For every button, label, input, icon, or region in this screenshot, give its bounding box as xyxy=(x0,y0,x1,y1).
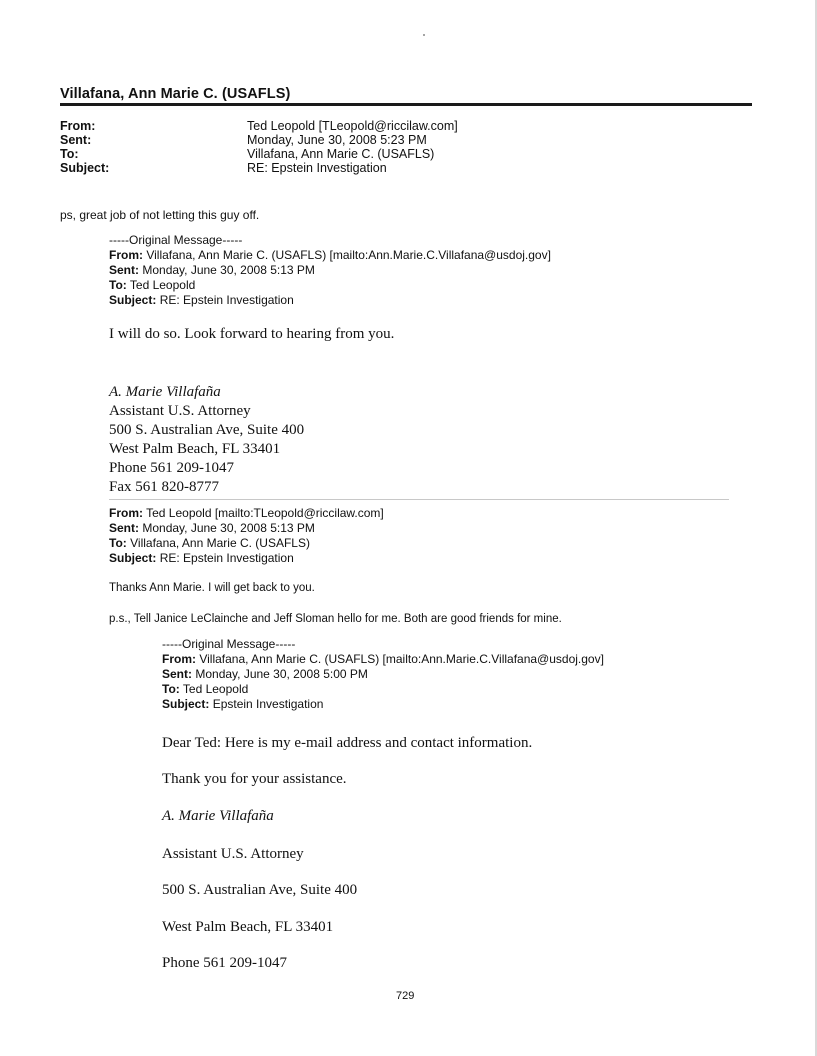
from-value: Ted Leopold [TLeopold@riccilaw.com] xyxy=(247,119,458,133)
msg1-from-label: From: xyxy=(109,248,143,262)
msg1-sent-label: Sent: xyxy=(109,263,139,277)
page-number: 729 xyxy=(396,990,415,1002)
msg1-sent-value: Monday, June 30, 2008 5:13 PM xyxy=(142,263,315,277)
reply-body: ps, great job of not letting this guy off. xyxy=(60,208,260,222)
msg1-to-label: To: xyxy=(109,278,127,292)
msg3-from-value: Villafana, Ann Marie C. (USAFLS) [mailto:Ann.Marie.C.Villafana@usdoj.gov] xyxy=(199,652,604,666)
msg2-body-2: p.s., Tell Janice LeClainche and Jeff Sloman hello for me. Both are good friends for mine. xyxy=(109,613,562,625)
msg2-subject-value: RE: Epstein Investigation xyxy=(159,551,294,565)
to-value: Villafana, Ann Marie C. (USAFLS) xyxy=(247,147,435,161)
msg3-from-label: From: xyxy=(162,652,196,666)
sent-label: Sent: xyxy=(60,133,92,147)
sent-value: Monday, June 30, 2008 5:23 PM xyxy=(247,133,427,147)
msg1-to-line xyxy=(109,278,195,292)
msg3-to-label: To: xyxy=(162,682,180,696)
msg1-subject-label: Subject: xyxy=(109,293,157,307)
msg1-subject-value: RE: Epstein Investigation xyxy=(159,293,294,307)
msg2-sent-line xyxy=(109,521,315,535)
msg1-sent-line xyxy=(109,263,315,277)
msg3-subject-label: Subject: xyxy=(162,697,210,711)
msg3-body-2: Thank you for your assistance. xyxy=(162,771,347,787)
msg3-sent-line xyxy=(162,667,368,681)
msg3-to-line xyxy=(162,682,248,696)
msg2-subject-line xyxy=(109,551,294,565)
msg3-to-value: Ted Leopold xyxy=(182,682,249,696)
msg2-body-1: Thanks Ann Marie. I will get back to you. xyxy=(109,582,315,594)
subject-value: RE: Epstein Investigation xyxy=(247,161,387,175)
msg2-from-label: From: xyxy=(109,506,143,520)
msg1-subject-line xyxy=(109,293,294,307)
mailbox-owner-title: Villafana, Ann Marie C. (USAFLS) xyxy=(60,86,291,102)
from-label: From: xyxy=(60,119,96,133)
msg2-to-label: To: xyxy=(109,536,127,550)
msg2-to-value: Villafana, Ann Marie C. (USAFLS) xyxy=(130,536,310,550)
title-rule xyxy=(60,103,752,106)
msg2-from-value: Ted Leopold [mailto:TLeopold@riccilaw.com] xyxy=(146,506,384,520)
msg1-signature-name: A. Marie Villafaña xyxy=(109,384,221,400)
message-separator xyxy=(109,499,729,500)
msg2-to-line xyxy=(109,536,310,550)
msg1-from-line xyxy=(109,248,551,262)
scan-speck xyxy=(423,34,425,36)
subject-label: Subject: xyxy=(60,161,110,175)
msg3-sent-value: Monday, June 30, 2008 5:00 PM xyxy=(195,667,368,681)
msg3-signature-address2: West Palm Beach, FL 33401 xyxy=(162,919,334,935)
msg2-subject-label: Subject: xyxy=(109,551,157,565)
msg2-sent-label: Sent: xyxy=(109,521,139,535)
msg1-signature-address1: 500 S. Australian Ave, Suite 400 xyxy=(109,422,305,438)
msg3-signature-title: Assistant U.S. Attorney xyxy=(162,846,304,862)
msg2-sent-value: Monday, June 30, 2008 5:13 PM xyxy=(142,521,315,535)
msg1-to-value: Ted Leopold xyxy=(129,278,196,292)
msg2-from-line xyxy=(109,506,384,520)
msg3-body-1: Dear Ted: Here is my e-mail address and contact information. xyxy=(162,735,533,751)
msg1-signature-address2: West Palm Beach, FL 33401 xyxy=(109,441,281,457)
msg1-body: I will do so. Look forward to hearing from you. xyxy=(109,326,395,342)
msg3-sent-label: Sent: xyxy=(162,667,192,681)
original-message-marker: -----Original Message----- xyxy=(109,233,243,247)
msg3-subject-value: Epstein Investigation xyxy=(212,697,324,711)
msg3-signature-name: A. Marie Villafaña xyxy=(162,808,274,824)
msg1-signature-fax: Fax 561 820-8777 xyxy=(109,479,219,495)
msg1-from-value: Villafana, Ann Marie C. (USAFLS) [mailto:Ann.Marie.C.Villafana@usdoj.gov] xyxy=(146,248,551,262)
to-label: To: xyxy=(60,147,79,161)
msg3-signature-phone: Phone 561 209-1047 xyxy=(162,955,287,971)
original-message-marker-2: -----Original Message----- xyxy=(162,637,296,651)
msg3-from-line xyxy=(162,652,604,666)
msg1-signature-title: Assistant U.S. Attorney xyxy=(109,403,251,419)
msg1-signature-phone: Phone 561 209-1047 xyxy=(109,460,234,476)
msg3-signature-address1: 500 S. Australian Ave, Suite 400 xyxy=(162,882,358,898)
msg3-subject-line xyxy=(162,697,323,711)
